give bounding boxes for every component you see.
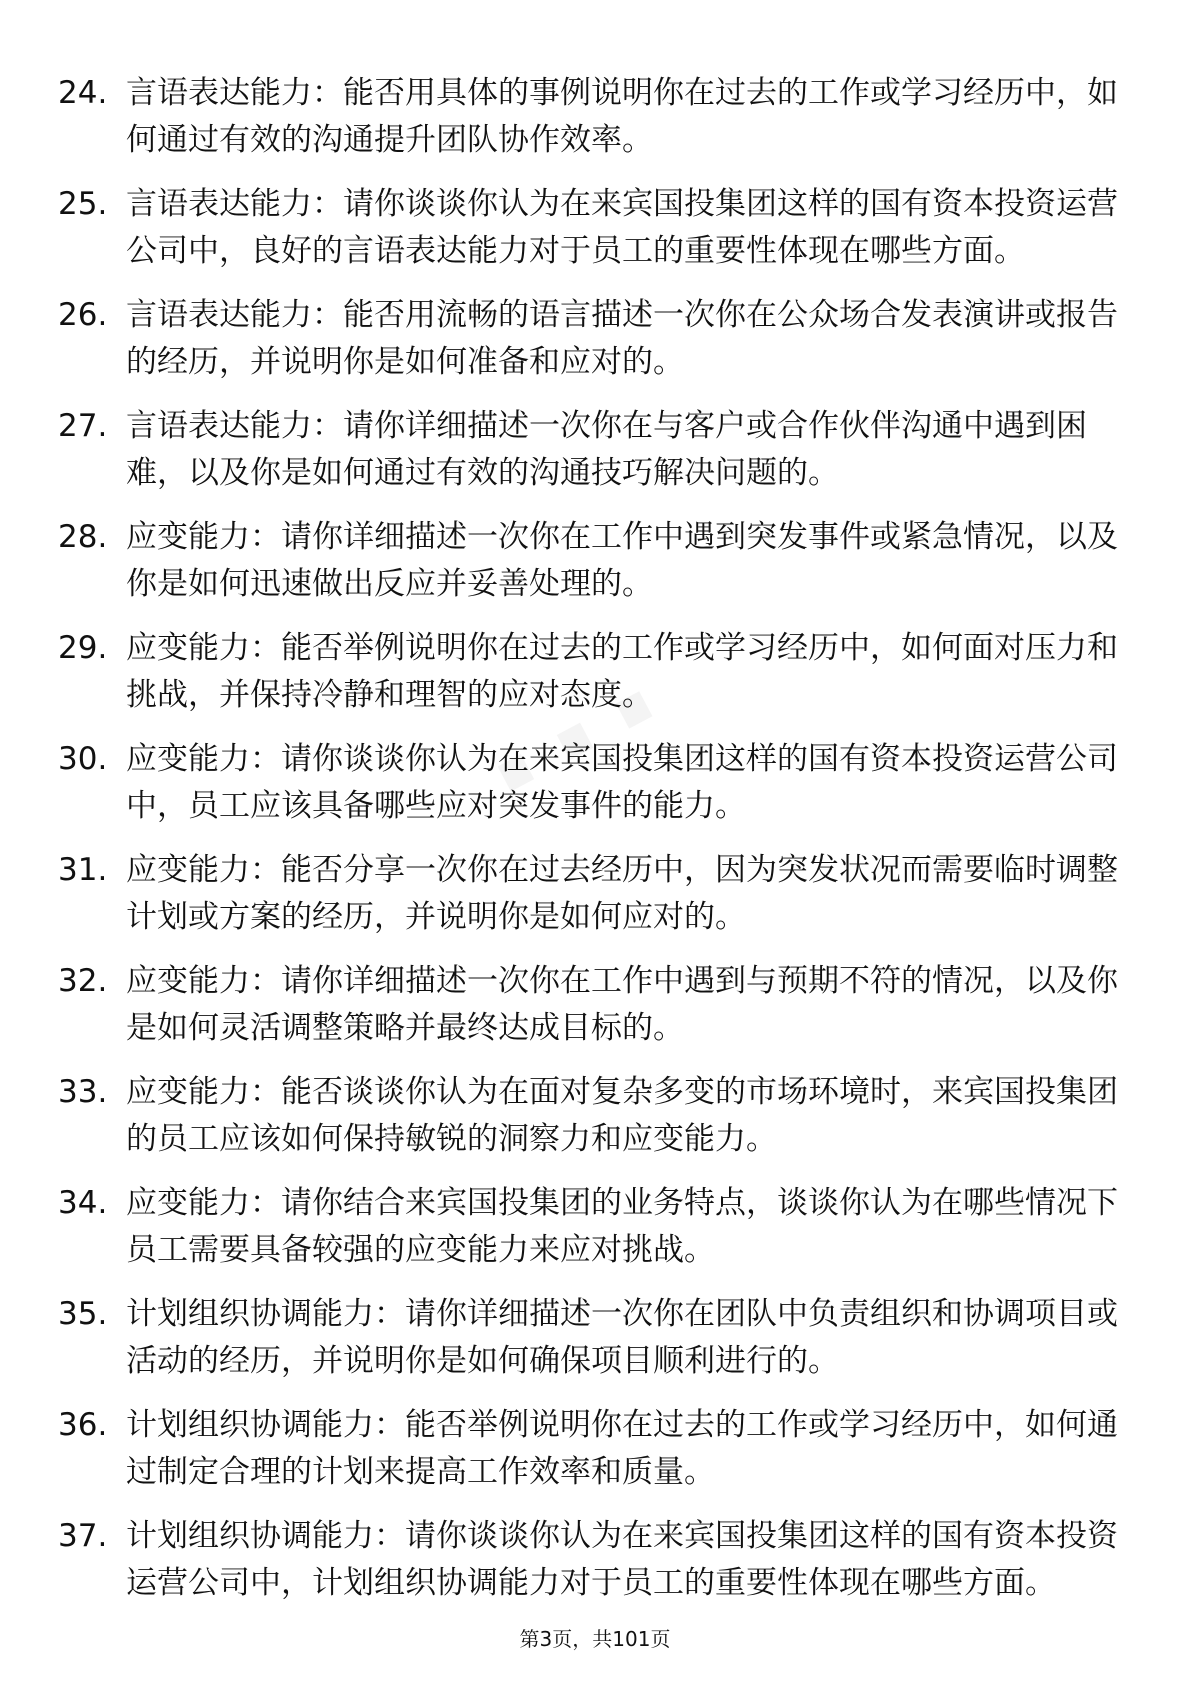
question-item (58, 403, 1128, 497)
question-text: 言语表达能力：能否用流畅的语言描述一次你在公众场合发表演讲或报告的经历，并说明你是如何准备和应对的。 (126, 297, 1118, 380)
question-number: 34. (58, 1185, 108, 1221)
question-number: 25. (58, 186, 108, 222)
question-item (58, 292, 1128, 386)
page-footer: 第3页，共101页 (519, 1627, 671, 1651)
question-item (58, 736, 1128, 830)
question-text: 言语表达能力：能否用具体的事例说明你在过去的工作或学习经历中，如何通过有效的沟通提升团队协作效率。 (126, 75, 1118, 158)
question-text: 言语表达能力：请你谈谈你认为在来宾国投集团这样的国有资本投资运营公司中，良好的言语表达能力对于员工的重要性体现在哪些方面。 (126, 186, 1118, 269)
question-number: 33. (58, 1074, 108, 1110)
question-item (58, 1069, 1128, 1163)
question-text: 应变能力：能否谈谈你认为在面对复杂多变的市场环境时，来宾国投集团的员工应该如何保持敏锐的洞察力和应变能力。 (126, 1074, 1118, 1157)
question-number: 32. (58, 963, 108, 999)
question-text: 应变能力：请你谈谈你认为在来宾国投集团这样的国有资本投资运营公司中，员工应该具备哪些应对突发事件的能力。 (126, 741, 1118, 824)
question-number: 27. (58, 408, 108, 444)
question-item (58, 958, 1128, 1052)
question-item (58, 1180, 1128, 1274)
question-item (58, 1291, 1128, 1385)
question-text: 应变能力：能否分享一次你在过去经历中，因为突发状况而需要临时调整计划或方案的经历，并说明你是如何应对的。 (126, 852, 1118, 935)
question-text: 计划组织协调能力：能否举例说明你在过去的工作或学习经历中，如何通过制定合理的计划来提高工作效率和质量。 (126, 1407, 1118, 1490)
question-text: 计划组织协调能力：请你谈谈你认为在来宾国投集团这样的国有资本投资运营公司中，计划组织协调能力对于员工的重要性体现在哪些方面。 (126, 1518, 1118, 1601)
question-item (58, 1402, 1128, 1496)
question-item (58, 625, 1128, 719)
question-number: 28. (58, 519, 108, 555)
question-number: 35. (58, 1296, 108, 1332)
question-text: 应变能力：请你详细描述一次你在工作中遇到与预期不符的情况，以及你是如何灵活调整策略并最终达成目标的。 (126, 963, 1118, 1046)
question-item (58, 181, 1128, 275)
question-text: 应变能力：能否举例说明你在过去的工作或学习经历中，如何面对压力和挑战，并保持冷静和理智的应对态度。 (126, 630, 1118, 713)
question-number: 29. (58, 630, 108, 666)
question-item (58, 847, 1128, 941)
question-number: 26. (58, 297, 108, 333)
question-number: 30. (58, 741, 108, 777)
question-item (58, 70, 1128, 164)
question-text: 计划组织协调能力：请你详细描述一次你在团队中负责组织和协调项目或活动的经历，并说明你是如何确保项目顺利进行的。 (126, 1296, 1118, 1379)
question-item (58, 514, 1128, 608)
question-list (58, 70, 1128, 1624)
question-number: 37. (58, 1518, 108, 1554)
question-text: 应变能力：请你详细描述一次你在工作中遇到突发事件或紧急情况，以及你是如何迅速做出反应并妥善处理的。 (126, 519, 1118, 602)
question-text: 应变能力：请你结合来宾国投集团的业务特点，谈谈你认为在哪些情况下员工需要具备较强的应变能力来应对挑战。 (126, 1185, 1118, 1268)
question-item (58, 1513, 1128, 1607)
question-number: 24. (58, 75, 108, 111)
question-number: 36. (58, 1407, 108, 1443)
question-number: 31. (58, 852, 108, 888)
question-text: 言语表达能力：请你详细描述一次你在与客户或合作伙伴沟通中遇到困难，以及你是如何通过有效的沟通技巧解决问题的。 (126, 408, 1087, 491)
